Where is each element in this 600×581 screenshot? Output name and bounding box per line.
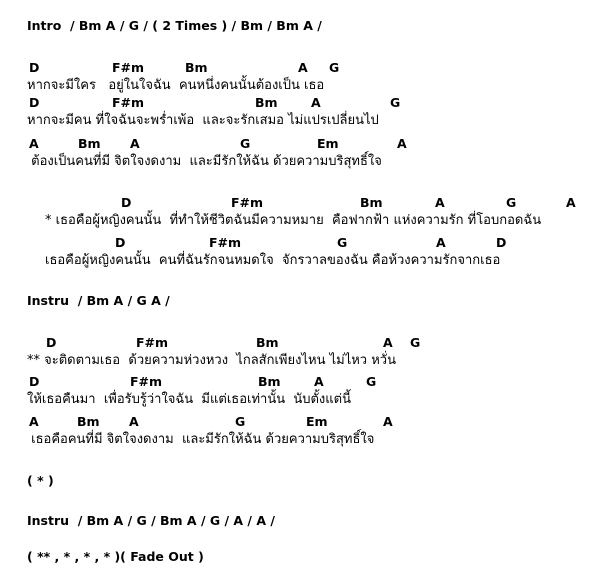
chord: F#m	[209, 235, 242, 250]
chord: D	[29, 374, 40, 389]
chord: Em	[317, 136, 339, 151]
lyric-line: เธอคือคนที่มี จิตใจงดงาม และมีรักให้ฉัน ด้วยความบริสุทธิ์ใจ	[27, 432, 375, 447]
chord: G	[506, 195, 517, 210]
chord: A	[314, 374, 324, 389]
chord: A	[29, 136, 39, 151]
chord: D	[46, 335, 57, 350]
chord: Bm	[360, 195, 383, 210]
chord: G	[337, 235, 348, 250]
lyric-line: ** จะติดตามเธอ ด้วยความห่วงหวง ไกลสักเพียงไหน ไม่ไหว หวั่น	[27, 353, 396, 368]
lyric-line: * เธอคือผู้หญิงคนนั้น ที่ทำให้ชีวิตฉันมีความหมาย คือฟากฟ้า แห่งความรัก ที่โอบกอดฉัน	[45, 213, 542, 228]
intro-line: Intro / Bm A / G / ( 2 Times ) / Bm / Bm A /	[27, 18, 322, 33]
chord: Em	[306, 414, 328, 429]
chord: A	[311, 95, 321, 110]
chord: Bm	[258, 374, 281, 389]
chord: Bm	[255, 95, 278, 110]
lyric-line: ต้องเป็นคนที่มี จิตใจงดงาม และมีรักให้ฉัน ด้วยความบริสุทธิ์ใจ	[27, 154, 382, 169]
lyric-line: หากจะมีคน ที่ใจฉันจะพร่ำเพ้อ และจะรักเสมอ ไม่แปรเปลี่ยนไป	[27, 113, 379, 128]
chord: G	[410, 335, 421, 350]
chord: G	[329, 60, 340, 75]
chord: A	[436, 235, 446, 250]
outro-line: ( ** , * , * , * )( Fade Out )	[27, 549, 204, 564]
chord: A	[397, 136, 407, 151]
chord: G	[235, 414, 246, 429]
chord: D	[115, 235, 126, 250]
chord: Bm	[78, 136, 101, 151]
chord: A	[566, 195, 576, 210]
lyric-line: ให้เธอคืนมา เพื่อรับรู้ว่าใจฉัน มีแต่เธอเท่านั้น นับตั้งแต่นี้	[27, 392, 351, 407]
chord: F#m	[112, 60, 145, 75]
chord: G	[240, 136, 251, 151]
chord: A	[29, 414, 39, 429]
chord: A	[383, 335, 393, 350]
chord: A	[383, 414, 393, 429]
chord: A	[130, 136, 140, 151]
chord: F#m	[136, 335, 169, 350]
lyric-line: เธอคือผู้หญิงคนนั้น คนที่ฉันรักจนหมดใจ จักรวาลของฉัน คือห้วงความรักจากเธอ	[45, 253, 501, 268]
chord: G	[390, 95, 401, 110]
chord: D	[29, 60, 40, 75]
chord: A	[435, 195, 445, 210]
chord: A	[298, 60, 308, 75]
chord: G	[366, 374, 377, 389]
chord: F#m	[231, 195, 264, 210]
chord: D	[121, 195, 132, 210]
chord: Bm	[77, 414, 100, 429]
chord: Bm	[185, 60, 208, 75]
chord: F#m	[130, 374, 163, 389]
repeat-line: ( * )	[27, 473, 54, 488]
chord: F#m	[112, 95, 145, 110]
chord: D	[29, 95, 40, 110]
chord: A	[129, 414, 139, 429]
chord: D	[496, 235, 507, 250]
lyric-line: หากจะมีใคร อยู่ในใจฉัน คนหนึ่งคนนั้นต้องเป็น เธอ	[27, 78, 325, 93]
instru-line-2: Instru / Bm A / G / Bm A / G / A / A /	[27, 513, 275, 528]
instru-line: Instru / Bm A / G A /	[27, 293, 170, 308]
chord: Bm	[256, 335, 279, 350]
